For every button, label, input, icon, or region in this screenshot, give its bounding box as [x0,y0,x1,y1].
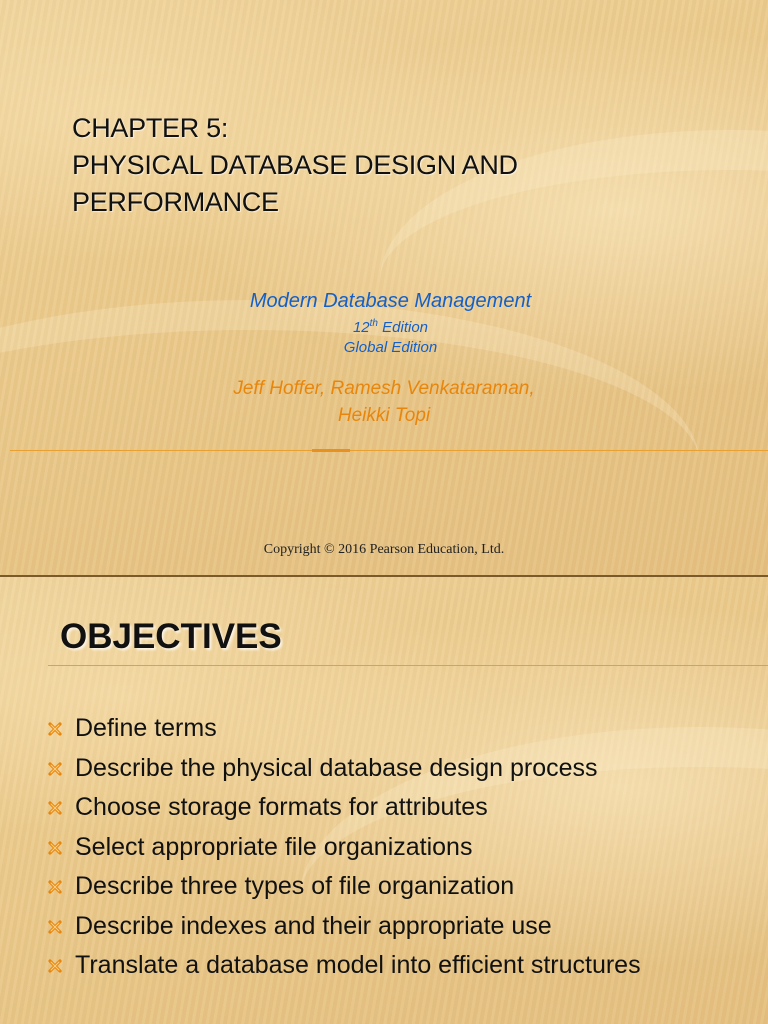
title-underline [48,665,768,666]
divider-line [10,450,768,451]
copyright-notice: Copyright © 2016 Pearson Education, Ltd. [263,542,505,557]
slide-title: OBJECTIVES [60,617,282,656]
objective-text: Describe three types of file organization [75,872,515,900]
chapter-title [72,110,518,221]
authors [0,375,768,429]
chapter-title-line: CHAPTER 5: [72,113,229,143]
x-bullet-icon [48,722,62,736]
global-edition: Global Edition [343,339,438,356]
x-bullet-icon [48,841,62,855]
x-bullet-icon [48,801,62,815]
objective-text: Translate a database model into efficient structures [75,951,641,979]
book-title: Modern Database Management [249,290,532,312]
edition-number: 12 [352,319,370,336]
authors-line: Heikki Topi [337,405,431,426]
edition-line [13,314,768,338]
chapter-title-line: PHYSICAL DATABASE DESIGN AND [72,150,518,180]
chapter-title-line: PERFORMANCE [72,187,279,217]
objective-item [48,792,748,822]
objective-text: Choose storage formats for attributes [75,793,488,821]
book-info [0,288,768,358]
authors-line: Jeff Hoffer, Ramesh Venkataraman, [233,378,535,399]
objective-item [48,832,748,862]
x-bullet-icon [48,959,62,973]
objective-text: Describe indexes and their appropriate use [75,911,552,940]
objective-item [48,713,748,743]
objectives-slide [0,577,768,1024]
edition-suffix: th [369,318,378,329]
objective-item [48,753,748,783]
divider-accent [312,449,350,452]
x-bullet-icon [48,920,62,934]
objective-text: Define terms [75,714,217,742]
objectives-list [48,713,748,990]
objective-item [48,950,748,980]
x-bullet-icon [48,762,62,776]
objective-item [48,911,748,941]
objective-text: Describe the physical database design process [75,753,598,782]
objective-item [48,871,748,901]
edition-word: Edition [377,319,429,336]
objective-text: Select appropriate file organizations [75,832,473,861]
x-bullet-icon [48,880,62,894]
